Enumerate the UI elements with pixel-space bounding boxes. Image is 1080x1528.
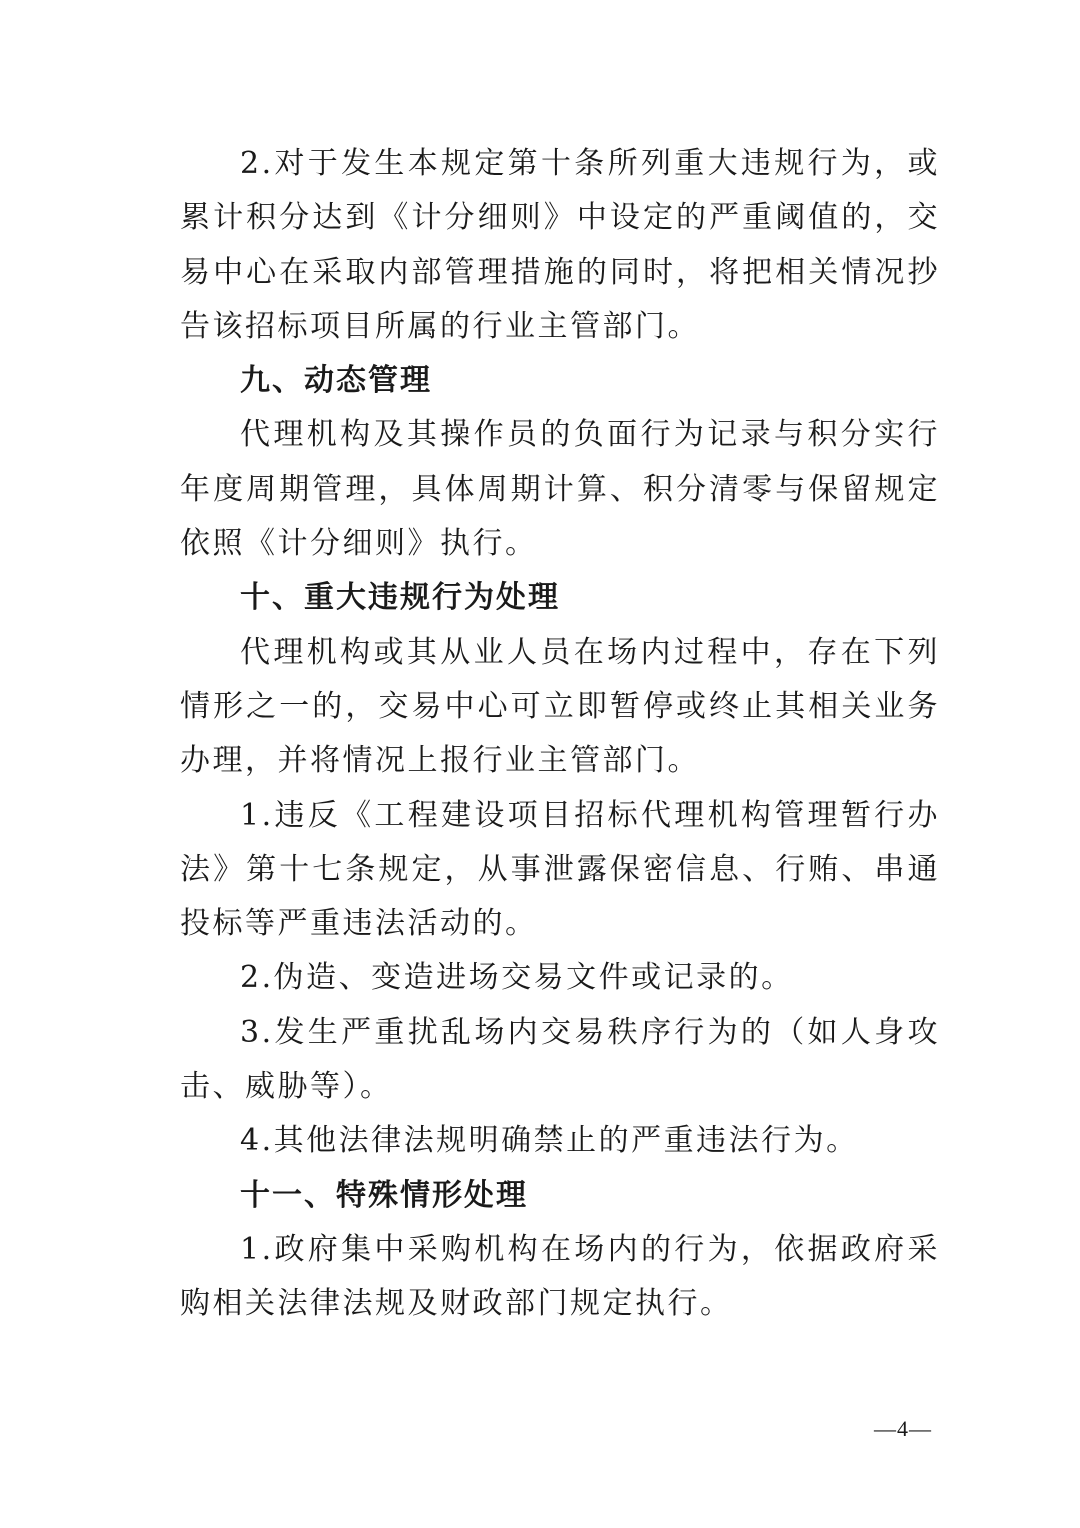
paragraph-annual-cycle: 代理机构及其操作员的负面行为记录与积分实行年度周期管理，具体周期计算、积分清零与保留规定依照《计分细则》执行。 bbox=[180, 417, 940, 562]
paragraph-government-procurement: 1.政府集中采购机构在场内的行为，依据政府采购相关法律法规及财政部门规定执行。 bbox=[180, 1231, 940, 1322]
paragraph-major-violation-report: 2.对于发生本规定第十条所列重大违规行为，或累计积分达到《计分细则》中设定的严重阈值的，交易中心在采取内部管理措施的同时，将把相关情况抄告该招标项目所属的行业主管部门。 bbox=[180, 146, 940, 344]
section-heading-dynamic-management: 九、动态管理 bbox=[240, 363, 432, 399]
document-body bbox=[180, 137, 940, 1332]
section-heading-special-cases: 十一、特殊情形处理 bbox=[240, 1177, 528, 1213]
paragraph-item-2: 2.伪造、变造进场交易文件或记录的。 bbox=[240, 960, 794, 996]
paragraph-item-3: 3.发生严重扰乱场内交易秩序行为的（如人身攻击、威胁等）。 bbox=[180, 1014, 940, 1105]
page-number: —4— bbox=[874, 1416, 932, 1441]
paragraph-item-4: 4.其他法律法规明确禁止的严重违法行为。 bbox=[240, 1123, 859, 1159]
section-heading-major-violation-handling: 十、重大违规行为处理 bbox=[240, 580, 560, 616]
paragraph-suspension: 代理机构或其从业人员在场内过程中，存在下列情形之一的，交易中心可立即暂停或终止其相关业务办理，并将情况上报行业主管部门。 bbox=[180, 634, 940, 779]
paragraph-item-1: 1.违反《工程建设项目招标代理机构管理暂行办法》第十七条规定，从事泄露保密信息、行贿、串通投标等严重违法活动的。 bbox=[180, 797, 940, 942]
